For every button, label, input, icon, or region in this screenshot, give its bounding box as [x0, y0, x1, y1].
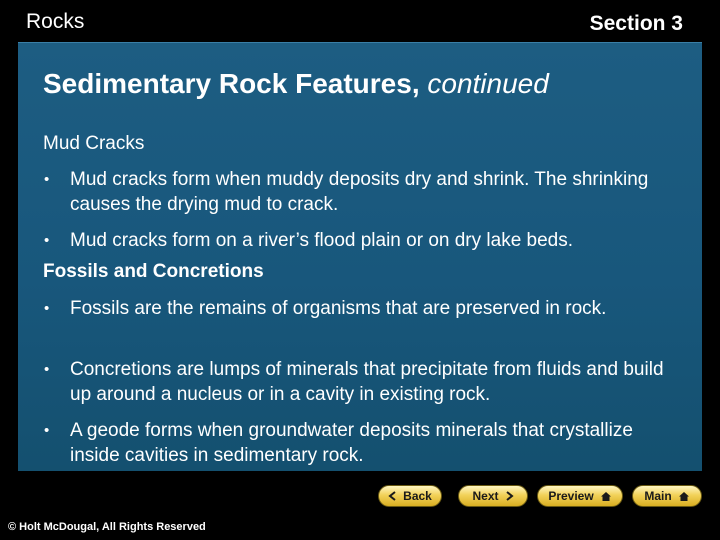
slide-title-continued: continued [427, 68, 549, 99]
back-label: Back [403, 489, 432, 503]
bullet-item [44, 296, 684, 321]
back-button[interactable] [378, 485, 442, 507]
bullet-dot: • [44, 361, 50, 378]
bullet-dot: • [44, 232, 50, 249]
slide-title [43, 68, 549, 100]
bullet-item [44, 167, 684, 217]
chapter-title: Rocks [26, 10, 85, 33]
bullet-text: A geode forms when groundwater deposits minerals that crystallize inside cavities in sedimentary rock. [70, 420, 633, 466]
bullet-dot: • [44, 171, 50, 188]
bullet-item [44, 228, 684, 253]
bullet-dot: • [44, 422, 50, 439]
main-button[interactable] [632, 485, 702, 507]
chevron-right-icon [505, 491, 514, 501]
copyright-notice: © Holt McDougal, All Rights Reserved [8, 521, 206, 533]
next-label: Next [472, 489, 499, 503]
bullet-item [44, 418, 684, 468]
home-icon [600, 491, 612, 502]
preview-button[interactable] [537, 485, 623, 507]
section-label: Section 3 [589, 12, 683, 35]
bullet-text: Concretions are lumps of minerals that precipitate from fluids and build up around a nucleus or in a cavity in existing rock. [70, 359, 664, 405]
bullet-text: Mud cracks form when muddy deposits dry and shrink. The shrinking causes the drying mud to crack. [70, 169, 649, 215]
home-icon [678, 491, 690, 502]
next-button[interactable] [458, 485, 528, 507]
chevron-left-icon [388, 491, 397, 501]
main-label: Main [644, 489, 672, 503]
bullet-dot: • [44, 300, 50, 317]
heading-mud-cracks: Mud Cracks [43, 133, 145, 154]
bullet-text: Fossils are the remains of organisms that are preserved in rock. [70, 298, 607, 319]
slide-title-main: Sedimentary Rock Features, [43, 68, 420, 99]
bullet-item [44, 357, 684, 407]
heading-fossils-concretions: Fossils and Concretions [43, 261, 264, 282]
preview-label: Preview [548, 489, 594, 503]
bullet-text: Mud cracks form on a river’s flood plain or on dry lake beds. [70, 230, 574, 251]
